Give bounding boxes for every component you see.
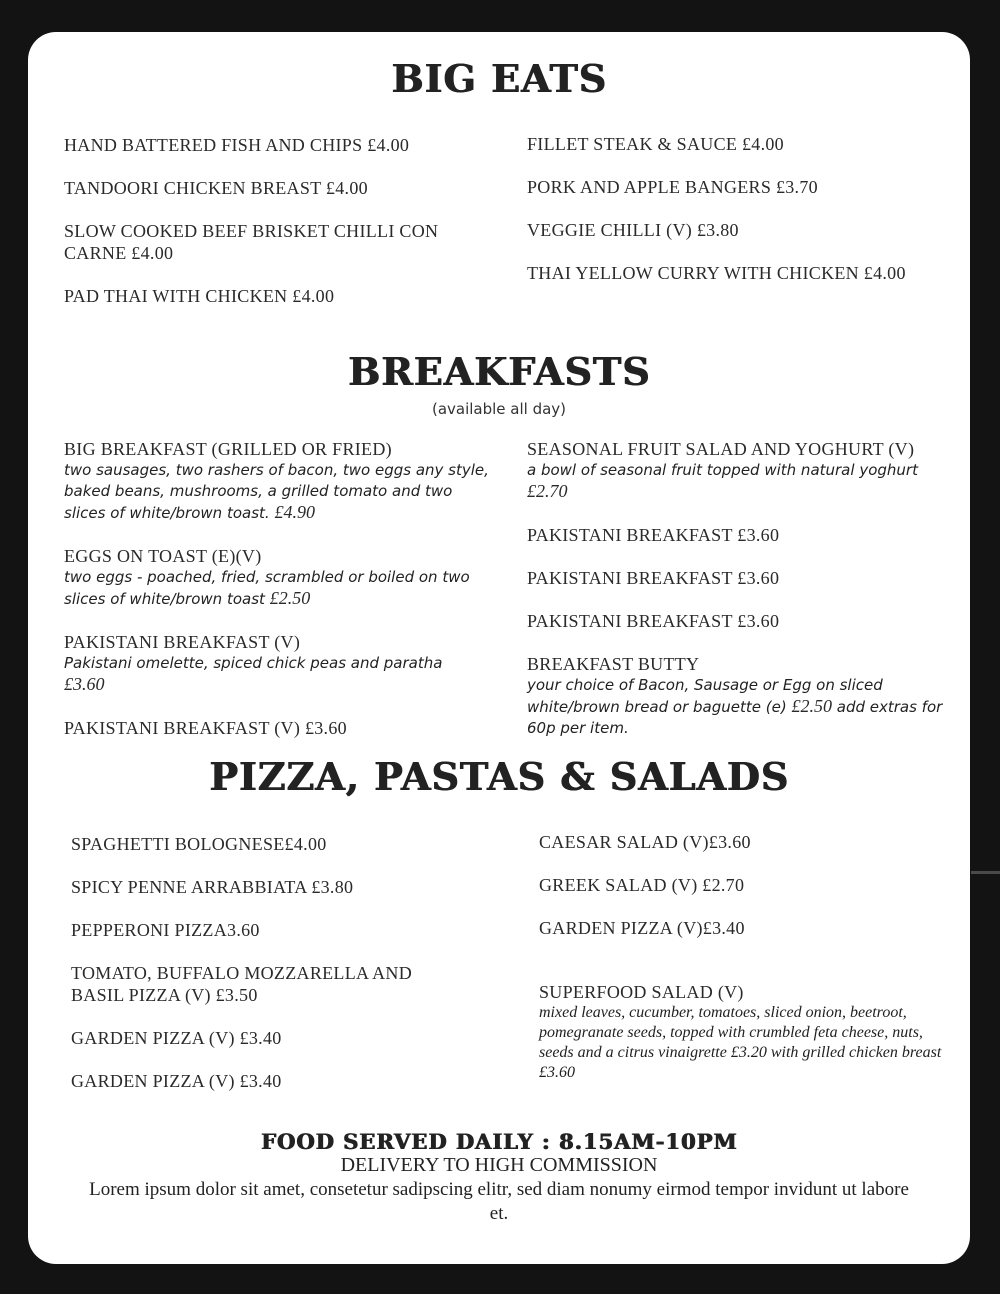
- menu-item: [539, 981, 959, 1083]
- breakfasts-right-column: [527, 438, 947, 760]
- menu-item: PORK AND APPLE BANGERS £3.70: [527, 177, 818, 197]
- menu-item: PAKISTANI BREAKFAST (V) £3.60: [64, 718, 347, 738]
- item-name: SUPERFOOD SALAD (V): [539, 982, 744, 1002]
- big-eats-right-column: [527, 133, 957, 305]
- menu-card: [28, 32, 970, 1264]
- menu-item: GREEK SALAD (V) £2.70: [539, 875, 745, 895]
- menu-item: SLOW COOKED BEEF BRISKET CHILLI CON CARNE £4.00: [64, 221, 439, 263]
- item-price: £2.50: [269, 588, 311, 608]
- menu-item: [527, 438, 947, 503]
- pizza-left-column: [71, 833, 491, 1113]
- footer: [28, 1129, 970, 1226]
- item-extras-note: add extras for 60p per item.: [527, 698, 943, 737]
- item-description: Pakistani omelette, spiced chick peas and paratha: [64, 654, 443, 672]
- menu-item: SPAGHETTI BOLOGNESE£4.00: [71, 834, 327, 854]
- item-price: £4.90: [274, 502, 315, 522]
- menu-item: GARDEN PIZZA (V) £3.40: [71, 1028, 282, 1048]
- section-title-pizza-pastas-salads: PIZZA, PASTAS & SALADS: [209, 754, 789, 799]
- menu-item: CAESAR SALAD (V)£3.60: [539, 832, 751, 852]
- breakfasts-subtitle: (available all day): [431, 400, 567, 418]
- item-name: EGGS ON TOAST (E)(V): [64, 546, 262, 566]
- menu-item: [64, 545, 494, 610]
- menu-item: PAKISTANI BREAKFAST £3.60: [527, 611, 780, 631]
- item-description: mixed leaves, cucumber, tomatoes, sliced onion, beetroot, pomegranate seeds, topped with crumbled feta cheese, nuts, seeds and a citrus vinaigrette £3.20 with grilled chicken breast £3.60: [539, 1004, 942, 1081]
- menu-item: TANDOORI CHICKEN BREAST £4.00: [64, 178, 368, 198]
- item-description: two sausages, two rashers of bacon, two eggs any style, baked beans, mushrooms, a grilled tomato and two slices of white/brown toast.: [64, 461, 489, 522]
- menu-item: [64, 438, 494, 524]
- menu-item: GARDEN PIZZA (V) £3.40: [71, 1071, 282, 1091]
- section-title-big-eats: BIG EATS: [391, 56, 607, 101]
- menu-item: [527, 653, 947, 739]
- menu-item: FILLET STEAK & SAUCE £4.00: [527, 134, 784, 154]
- item-description: a bowl of seasonal fruit topped with natural yoghurt: [527, 461, 918, 479]
- item-description: your choice of Bacon, Sausage or Egg on sliced white/brown bread or baguette (e): [527, 676, 883, 716]
- menu-item: PAD THAI WITH CHICKEN £4.00: [64, 286, 335, 306]
- item-name: PAKISTANI BREAKFAST (V): [64, 632, 301, 652]
- section-title-breakfasts: BREAKFASTS: [347, 349, 651, 394]
- edge-marker: [971, 871, 1000, 874]
- item-name: BIG BREAKFAST (GRILLED OR FRIED): [64, 439, 392, 459]
- big-eats-left-column: [64, 134, 494, 328]
- item-price: £2.50: [791, 696, 832, 716]
- item-name: BREAKFAST BUTTY: [527, 654, 700, 674]
- menu-item: PEPPERONI PIZZA3.60: [71, 920, 260, 940]
- menu-item: PAKISTANI BREAKFAST £3.60: [527, 568, 780, 588]
- menu-item: HAND BATTERED FISH AND CHIPS £4.00: [64, 135, 410, 155]
- menu-item: TOMATO, BUFFALO MOZZARELLA AND BASIL PIZZA (V) £3.50: [71, 963, 413, 1005]
- menu-item: GARDEN PIZZA (V)£3.40: [539, 918, 745, 938]
- menu-item: PAKISTANI BREAKFAST £3.60: [527, 525, 780, 545]
- item-price: £3.60: [64, 674, 105, 694]
- footer-text: Lorem ipsum dolor sit amet, consetetur sadipscing elitr, sed diam nonumy eirmod tempor invidunt ut labore et.: [89, 1179, 909, 1224]
- item-description: two eggs - poached, fried, scrambled or boiled on two slices of white/brown toast: [64, 568, 470, 608]
- menu-item: [64, 631, 494, 696]
- menu-item: VEGGIE CHILLI (V) £3.80: [527, 220, 739, 240]
- menu-item: SPICY PENNE ARRABBIATA £3.80: [71, 877, 354, 897]
- opening-hours: FOOD SERVED DAILY : 8.15AM-10PM: [260, 1129, 738, 1154]
- menu-item: THAI YELLOW CURRY WITH CHICKEN £4.00: [527, 263, 906, 283]
- item-name: SEASONAL FRUIT SALAD AND YOGHURT (V): [527, 439, 915, 459]
- breakfasts-left-column: [64, 438, 494, 760]
- delivery-note: DELIVERY TO HIGH COMMISSION: [340, 1154, 658, 1176]
- item-price: £2.70: [527, 481, 568, 501]
- pizza-right-column: [539, 831, 959, 1104]
